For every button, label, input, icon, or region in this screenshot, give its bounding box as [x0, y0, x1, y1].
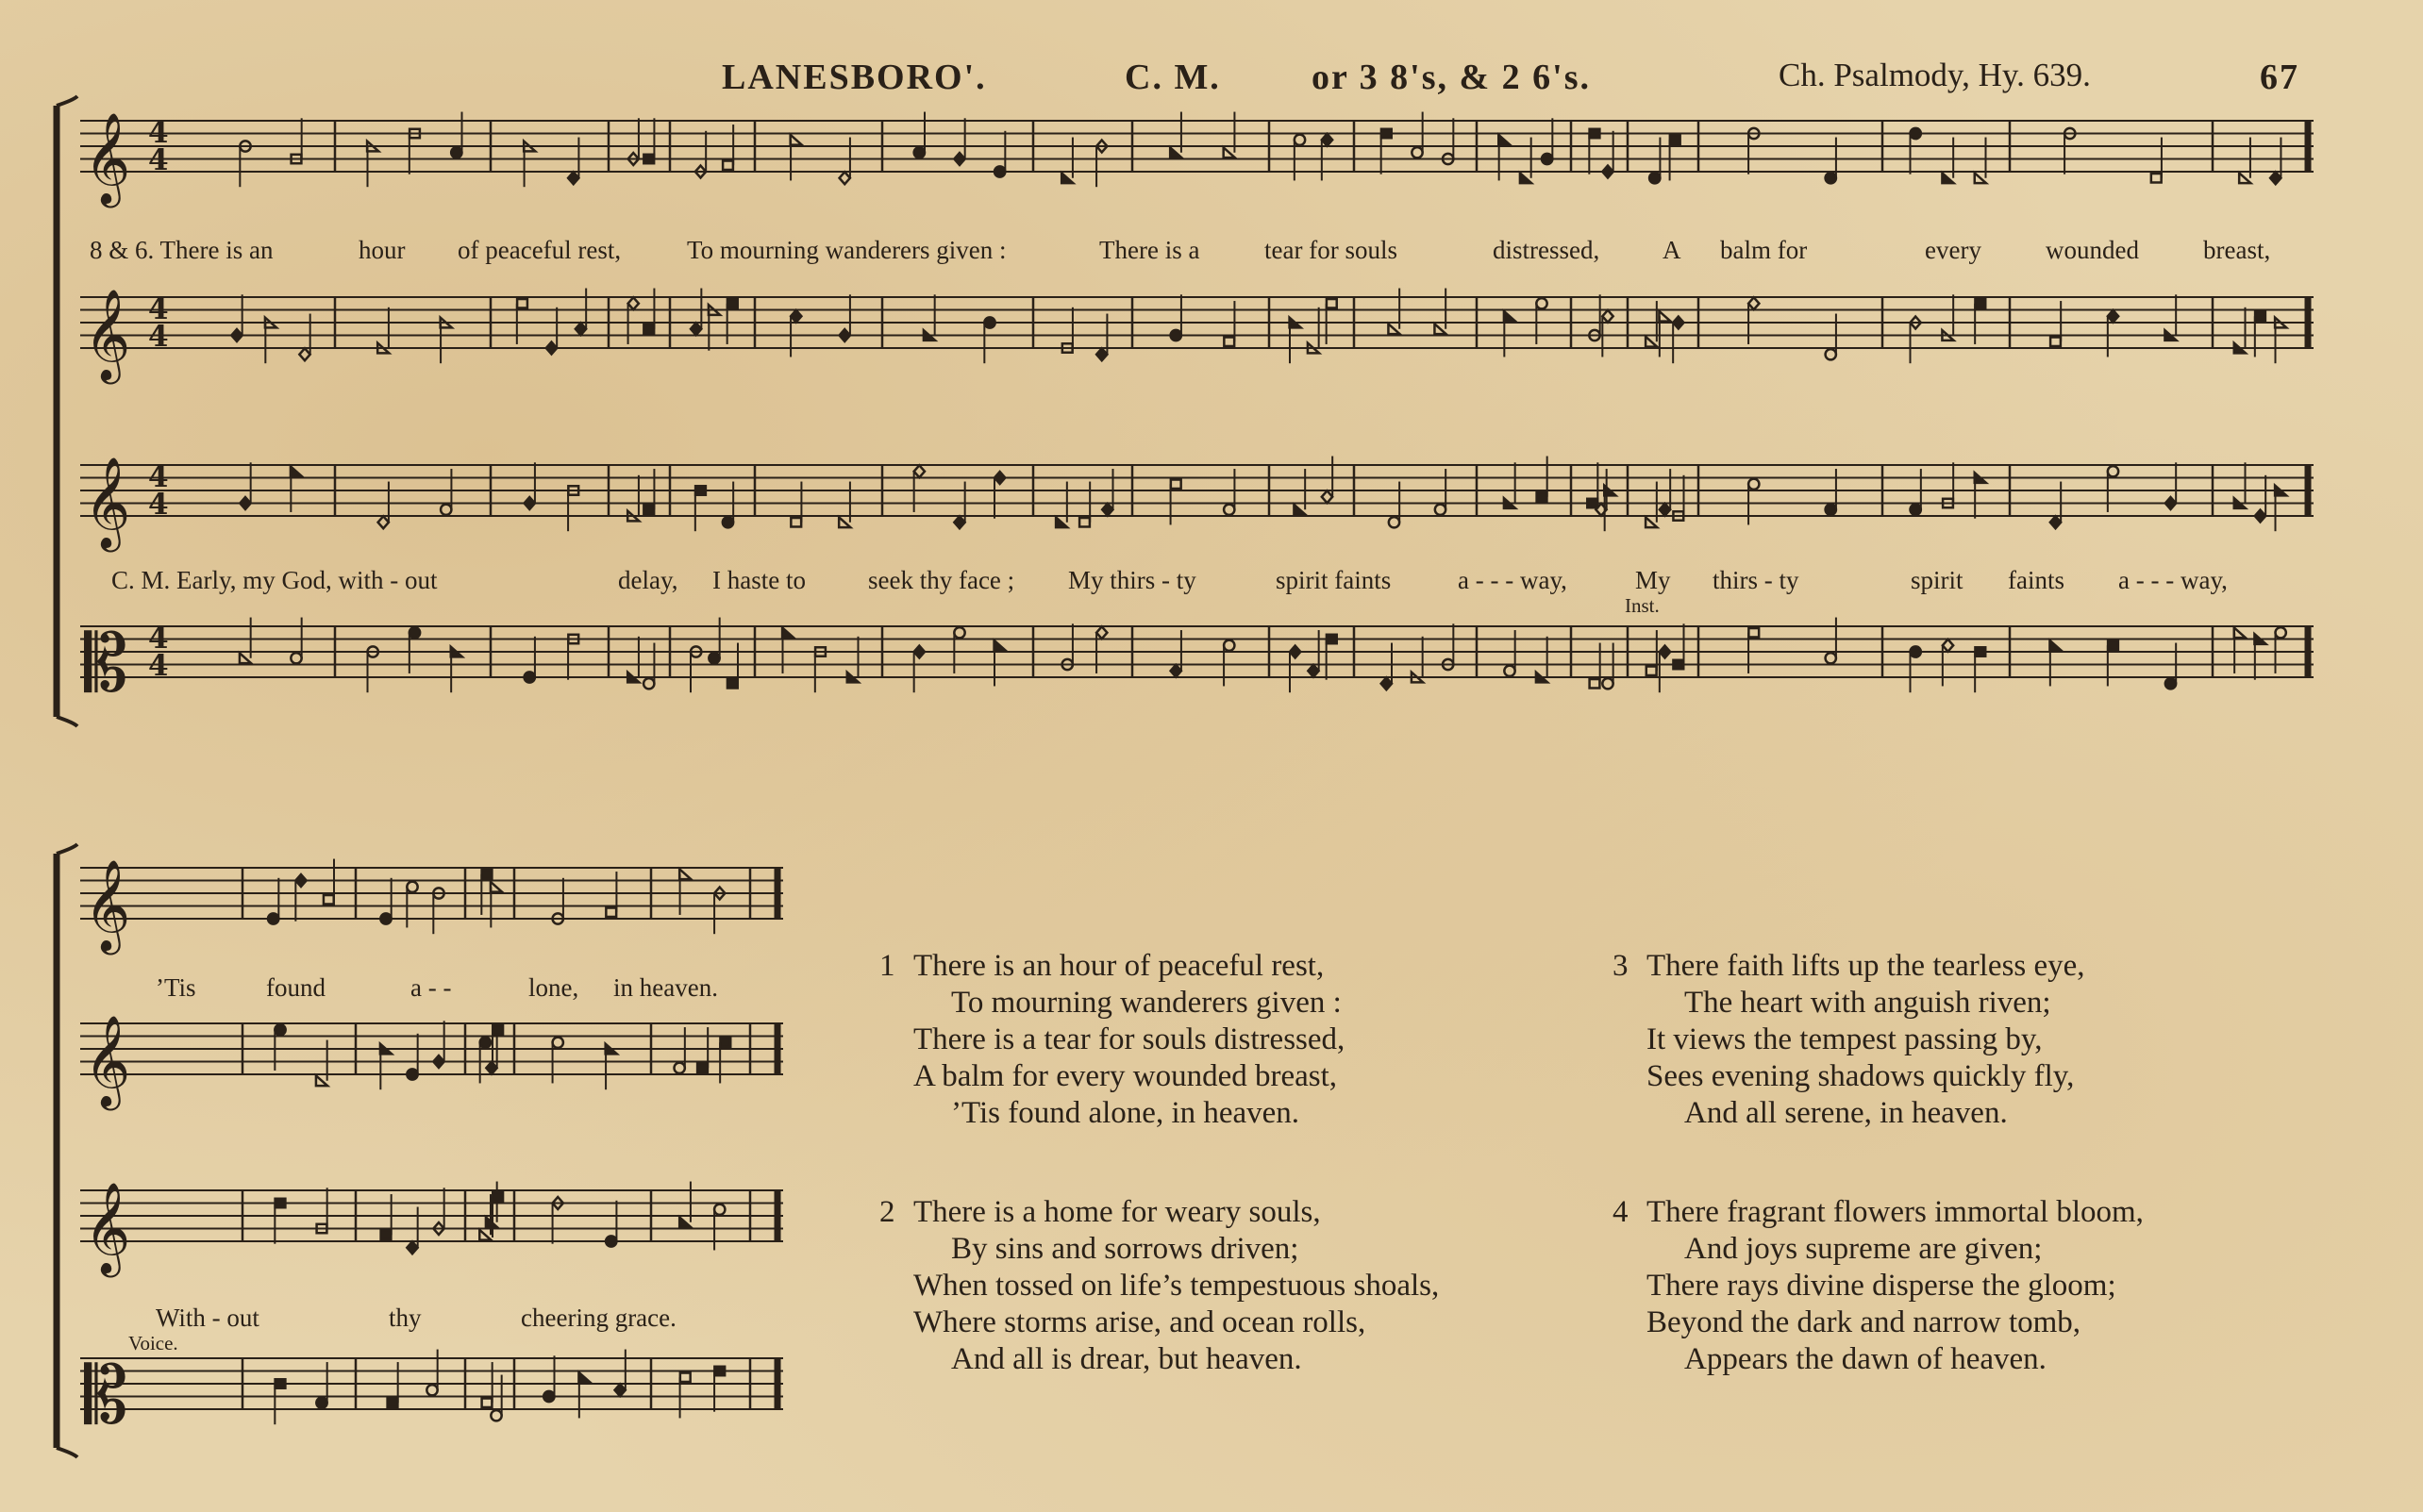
- lyric-word: I haste to: [712, 566, 806, 594]
- note-head-diamond: [1096, 348, 1107, 360]
- note-head-triangle: [1061, 173, 1073, 183]
- note-head-round: [451, 147, 461, 158]
- time-signature-bottom: 4: [148, 143, 169, 177]
- note-head-round: [1910, 128, 1920, 139]
- lyric-word: wounded: [2046, 236, 2139, 264]
- note-head-triangle: [679, 869, 691, 879]
- note-head-triangle: [1975, 173, 1986, 183]
- note-head-triangle: [479, 1230, 491, 1240]
- note-head-triangle: [839, 517, 850, 527]
- verse-number: 1: [879, 949, 895, 983]
- note-head-round: [1536, 298, 1546, 308]
- note-head-diamond: [568, 172, 578, 184]
- source-reference: Ch. Psalmody, Hy. 639.: [1779, 57, 2091, 93]
- verse-line: When tossed on life’s tempestuous shoals,: [913, 1269, 1440, 1303]
- verse-2: [879, 1194, 1440, 1378]
- time-signature-top: 4: [148, 116, 169, 150]
- note-head-diamond: [2050, 516, 2061, 528]
- note-head-diamond: [2165, 497, 2176, 509]
- page-number: 67: [2260, 58, 2299, 97]
- note-head-diamond: [1322, 490, 1332, 503]
- lyric-word: a - - - way,: [1458, 566, 1567, 594]
- note-head-square: [1590, 679, 1600, 688]
- note-head-square: [697, 1064, 708, 1072]
- note-head-diamond: [791, 310, 801, 323]
- verse-line: Where storms arise, and ocean rolls,: [913, 1305, 1366, 1339]
- lyric-word: C. M. Early, my God, with - out: [111, 566, 438, 594]
- note-head-diamond: [994, 472, 1005, 484]
- lyric-word: spirit faints: [1276, 566, 1392, 594]
- time-signature-top: 4: [148, 292, 169, 326]
- note-head-square: [1537, 492, 1547, 501]
- alternate-meter: or 3 8's, & 2 6's.: [1312, 58, 1592, 97]
- note-head-diamond: [2255, 510, 2265, 523]
- note-head-diamond: [954, 153, 964, 165]
- note-head-diamond: [1660, 504, 1670, 516]
- note-head-square: [727, 299, 738, 307]
- lyric-word: A: [1663, 236, 1681, 264]
- verse-3: [1613, 948, 2085, 1132]
- note-head-diamond: [1602, 310, 1613, 323]
- verse-line: There fragrant flowers immortal bloom,: [1646, 1195, 2144, 1229]
- note-head-square: [1224, 338, 1234, 346]
- note-head-round: [954, 627, 964, 638]
- note-head-round: [1542, 154, 1552, 164]
- note-head-diamond: [546, 342, 557, 355]
- note-head-round: [1910, 646, 1920, 656]
- lyric-word: tear for souls: [1264, 236, 1397, 264]
- note-head-triangle: [1646, 337, 1657, 347]
- note-head-triangle: [1942, 173, 1953, 183]
- note-head-square: [493, 1025, 503, 1034]
- note-head-diamond: [614, 1384, 625, 1396]
- note-head-round: [1826, 173, 1836, 183]
- note-head-diamond: [691, 323, 701, 335]
- note-head-triangle: [1498, 135, 1510, 145]
- note-head-round: [268, 913, 278, 923]
- lyric-word: faints: [2008, 566, 2064, 594]
- lyric-word: found: [266, 973, 326, 1002]
- note-head-round: [1504, 666, 1514, 676]
- note-head-triangle: [1504, 311, 1515, 322]
- lyric-word: distressed,: [1493, 236, 1600, 264]
- note-head-round: [1748, 479, 1759, 490]
- lyric-word: a - -: [410, 973, 452, 1002]
- note-head-triangle: [782, 627, 794, 638]
- note-head-round: [1826, 653, 1836, 663]
- inst-label: Inst.: [1625, 594, 1660, 617]
- note-head-square: [1646, 667, 1657, 675]
- note-head-square: [643, 155, 654, 163]
- note-head-triangle: [1056, 517, 1067, 527]
- lyric-word: To mourning wanderers given :: [687, 236, 1007, 264]
- note-head-round: [714, 1205, 725, 1215]
- note-head-round: [1224, 505, 1234, 515]
- verse-line: And joys supreme are given;: [1684, 1232, 2043, 1266]
- note-head-square: [1975, 299, 1985, 307]
- note-head-round: [525, 672, 535, 682]
- verse-line: To mourning wanderers given :: [951, 986, 1342, 1020]
- note-head-diamond: [1748, 297, 1759, 309]
- note-head-diamond: [1602, 166, 1613, 178]
- note-head-round: [606, 1236, 616, 1246]
- verse-line: There is a tear for souls distressed,: [913, 1022, 1345, 1056]
- note-head-round: [1412, 147, 1422, 158]
- note-head-square: [1171, 480, 1181, 489]
- verse-line: There faith lifts up the tearless eye,: [1646, 949, 2085, 983]
- lyric-word: of peaceful rest,: [458, 236, 622, 264]
- note-head-round: [543, 1391, 554, 1402]
- note-head-round: [1435, 505, 1445, 515]
- note-head-triangle: [578, 1372, 590, 1383]
- note-head-square: [1748, 628, 1759, 637]
- note-head-round: [380, 913, 391, 923]
- note-head-square: [1587, 499, 1597, 507]
- note-head-square: [680, 1373, 691, 1382]
- treble-clef: 𝄞: [84, 1014, 131, 1106]
- lyric-word: spirit: [1911, 566, 1963, 594]
- note-head-square: [1079, 518, 1090, 526]
- verse-line: It views the tempest passing by,: [1646, 1022, 2043, 1056]
- note-head-round: [275, 1024, 285, 1035]
- note-head-round: [1910, 505, 1920, 515]
- note-head-triangle: [316, 1075, 327, 1086]
- lyric-word: delay,: [618, 566, 678, 594]
- lyric-word: My thirs - ty: [1068, 566, 1196, 594]
- note-head-triangle: [2234, 627, 2246, 638]
- note-head-square: [714, 1367, 725, 1375]
- verse-line: And all is drear, but heaven.: [951, 1342, 1302, 1376]
- note-head-square: [643, 324, 654, 333]
- note-head-square: [324, 895, 334, 904]
- note-head-round: [407, 882, 417, 892]
- verse-line: Appears the dawn of heaven.: [1684, 1342, 2047, 1376]
- note-head-round: [1826, 505, 1836, 515]
- note-head-square: [1673, 660, 1683, 669]
- note-head-triangle: [1659, 311, 1670, 322]
- note-head-diamond: [1102, 504, 1112, 516]
- meter: C. M.: [1125, 58, 1221, 97]
- note-head-diamond: [1381, 677, 1392, 690]
- time-signature-top: 4: [148, 622, 169, 656]
- note-head-diamond: [240, 497, 250, 509]
- treble-clef: 𝄞: [84, 111, 131, 204]
- treble-clef: 𝄞: [84, 1181, 131, 1273]
- note-head-diamond: [1308, 665, 1318, 677]
- lyric-word: balm for: [1720, 236, 1808, 264]
- lyric-word: thirs - ty: [1713, 566, 1799, 594]
- note-head-round: [1171, 330, 1181, 341]
- note-head-diamond: [231, 329, 242, 341]
- verse-line: The heart with anguish riven;: [1684, 986, 2051, 1020]
- lyric-word: every: [1925, 236, 1981, 264]
- note-head-diamond: [914, 465, 925, 477]
- note-head-round: [441, 505, 451, 515]
- note-head-square: [695, 486, 706, 494]
- note-head-square: [388, 1399, 398, 1407]
- note-head-triangle: [1388, 324, 1399, 334]
- note-head-triangle: [291, 466, 302, 476]
- note-head-diamond: [295, 874, 306, 887]
- note-head-square: [1327, 299, 1337, 307]
- lyric-word: in heaven.: [613, 973, 718, 1002]
- note-head-diamond: [2270, 172, 2281, 184]
- lyric-word: seek thy face ;: [868, 566, 1015, 594]
- time-signature-top: 4: [148, 460, 169, 494]
- note-head-round: [291, 653, 301, 663]
- note-head-round: [2165, 678, 2176, 689]
- verse-number: 2: [879, 1195, 895, 1229]
- note-head-square: [727, 679, 738, 688]
- note-head-round: [984, 317, 994, 327]
- note-head-diamond: [378, 516, 389, 528]
- note-head-round: [553, 1038, 563, 1048]
- note-head-diamond: [1096, 626, 1107, 639]
- note-head-round: [674, 1063, 684, 1073]
- note-head-diamond: [525, 497, 535, 509]
- verse-line: A balm for every wounded breast,: [913, 1059, 1338, 1093]
- verse-line: There rays divine disperse the gloom;: [1646, 1269, 2116, 1303]
- note-head-triangle: [1224, 147, 1235, 158]
- note-head-diamond: [1290, 646, 1300, 658]
- lyric-word: lone,: [528, 973, 579, 1002]
- note-head-square: [723, 161, 733, 170]
- note-head-round: [643, 678, 654, 689]
- treble-clef: 𝄞: [84, 288, 131, 380]
- note-head-diamond: [1322, 134, 1332, 146]
- note-head-square: [1670, 136, 1680, 144]
- note-head-square: [1590, 129, 1600, 138]
- lyric-word: My: [1635, 566, 1671, 594]
- note-head-round: [316, 1398, 326, 1408]
- note-head-diamond: [2108, 310, 2118, 323]
- note-head-round: [914, 147, 925, 158]
- note-head-square: [276, 1199, 286, 1207]
- note-head-square: [482, 1399, 493, 1407]
- c-clef: 𝄡: [84, 1349, 128, 1441]
- note-head-diamond: [840, 172, 850, 184]
- note-head-diamond: [628, 297, 639, 309]
- verse-number: 4: [1613, 1195, 1629, 1229]
- note-head-square: [381, 1231, 392, 1239]
- note-head-square: [493, 1192, 503, 1201]
- note-head-triangle: [1434, 324, 1445, 334]
- time-signature-bottom: 4: [148, 320, 169, 354]
- note-head-round: [2108, 466, 2118, 476]
- note-head-round: [409, 627, 420, 638]
- note-head-square: [2108, 641, 2118, 650]
- note-head-round: [994, 166, 1005, 176]
- note-head-diamond: [954, 516, 964, 528]
- note-head-triangle: [1646, 517, 1657, 527]
- note-head-square: [517, 299, 527, 307]
- note-head-round: [709, 653, 719, 663]
- note-head-diamond: [914, 646, 925, 658]
- note-head-round: [1295, 135, 1305, 145]
- note-head-diamond: [576, 323, 586, 335]
- note-head-round: [1224, 640, 1234, 651]
- verse-line: By sins and sorrows driven;: [951, 1232, 1299, 1266]
- note-head-square: [2050, 338, 2061, 346]
- note-head-round: [1826, 349, 1836, 359]
- verse-line: Sees evening shadows quickly fly,: [1646, 1059, 2075, 1093]
- note-head-square: [1327, 635, 1337, 643]
- note-head-round: [426, 1385, 437, 1395]
- note-head-round: [2275, 627, 2285, 638]
- note-head-square: [482, 870, 493, 878]
- lyric-word: ’Tis: [156, 973, 196, 1002]
- lyric-word: cheering grace.: [521, 1304, 677, 1332]
- time-signature-bottom: 4: [148, 488, 169, 522]
- lyric-word: thy: [389, 1304, 422, 1332]
- lyric-word: breast,: [2203, 236, 2271, 264]
- verse-line: There is a home for weary souls,: [913, 1195, 1321, 1229]
- note-head-diamond: [1660, 646, 1670, 658]
- note-head-square: [1975, 647, 1985, 656]
- note-head-round: [1602, 678, 1613, 689]
- note-head-square: [606, 908, 616, 917]
- note-head-triangle: [240, 653, 251, 663]
- note-head-triangle: [994, 640, 1006, 651]
- verse-line: ’Tis found alone, in heaven.: [951, 1096, 1300, 1130]
- tune-name: LANESBORO'.: [722, 58, 987, 97]
- note-head-triangle: [679, 1217, 691, 1227]
- note-head-square: [643, 506, 654, 514]
- note-head-square: [720, 1038, 730, 1047]
- note-head-diamond: [407, 1241, 417, 1254]
- time-signature-bottom: 4: [148, 649, 169, 683]
- note-head-triangle: [2049, 640, 2061, 651]
- note-head-round: [407, 1069, 417, 1079]
- lyric-word: With - out: [156, 1304, 259, 1332]
- note-head-round: [480, 1038, 491, 1048]
- lyric-word: hour: [359, 236, 406, 264]
- note-head-diamond: [840, 329, 850, 341]
- lyric-word: a - - - way,: [2118, 566, 2228, 594]
- note-head-triangle: [2239, 173, 2250, 183]
- note-head-diamond: [299, 348, 309, 360]
- treble-clef: 𝄞: [84, 858, 131, 951]
- verse-line: Beyond the dark and narrow tomb,: [1646, 1305, 2081, 1339]
- note-head-square: [791, 518, 801, 526]
- note-head-round: [723, 517, 733, 527]
- note-head-square: [276, 1379, 286, 1387]
- note-head-square: [2151, 174, 2162, 182]
- note-head-square: [1381, 129, 1392, 138]
- note-head-triangle: [791, 135, 802, 145]
- verse-4: [1613, 1194, 2144, 1378]
- note-head-triangle: [491, 882, 502, 892]
- c-clef: 𝄡: [84, 617, 128, 709]
- verse-line: There is an hour of peaceful rest,: [913, 949, 1325, 983]
- note-head-triangle: [1520, 173, 1531, 183]
- verse-line: And all serene, in heaven.: [1684, 1096, 2008, 1130]
- note-head-square: [2255, 312, 2265, 321]
- note-head-diamond: [1943, 640, 1953, 652]
- lyric-word: There is a: [1099, 236, 1200, 264]
- treble-clef: 𝄞: [84, 456, 131, 548]
- note-head-round: [1389, 517, 1399, 527]
- note-head-diamond: [1673, 317, 1683, 329]
- note-head-diamond: [1171, 665, 1181, 677]
- note-head-round: [1649, 173, 1660, 183]
- note-head-round: [491, 1410, 501, 1421]
- verse-1: [879, 948, 1345, 1132]
- note-head-triangle: [1294, 505, 1305, 515]
- voice-label: Voice.: [128, 1332, 178, 1354]
- verse-number: 3: [1613, 949, 1629, 983]
- note-head-triangle: [1170, 147, 1181, 158]
- lyric-word: 8 & 6. There is an: [90, 236, 274, 264]
- note-head-diamond: [433, 1055, 443, 1068]
